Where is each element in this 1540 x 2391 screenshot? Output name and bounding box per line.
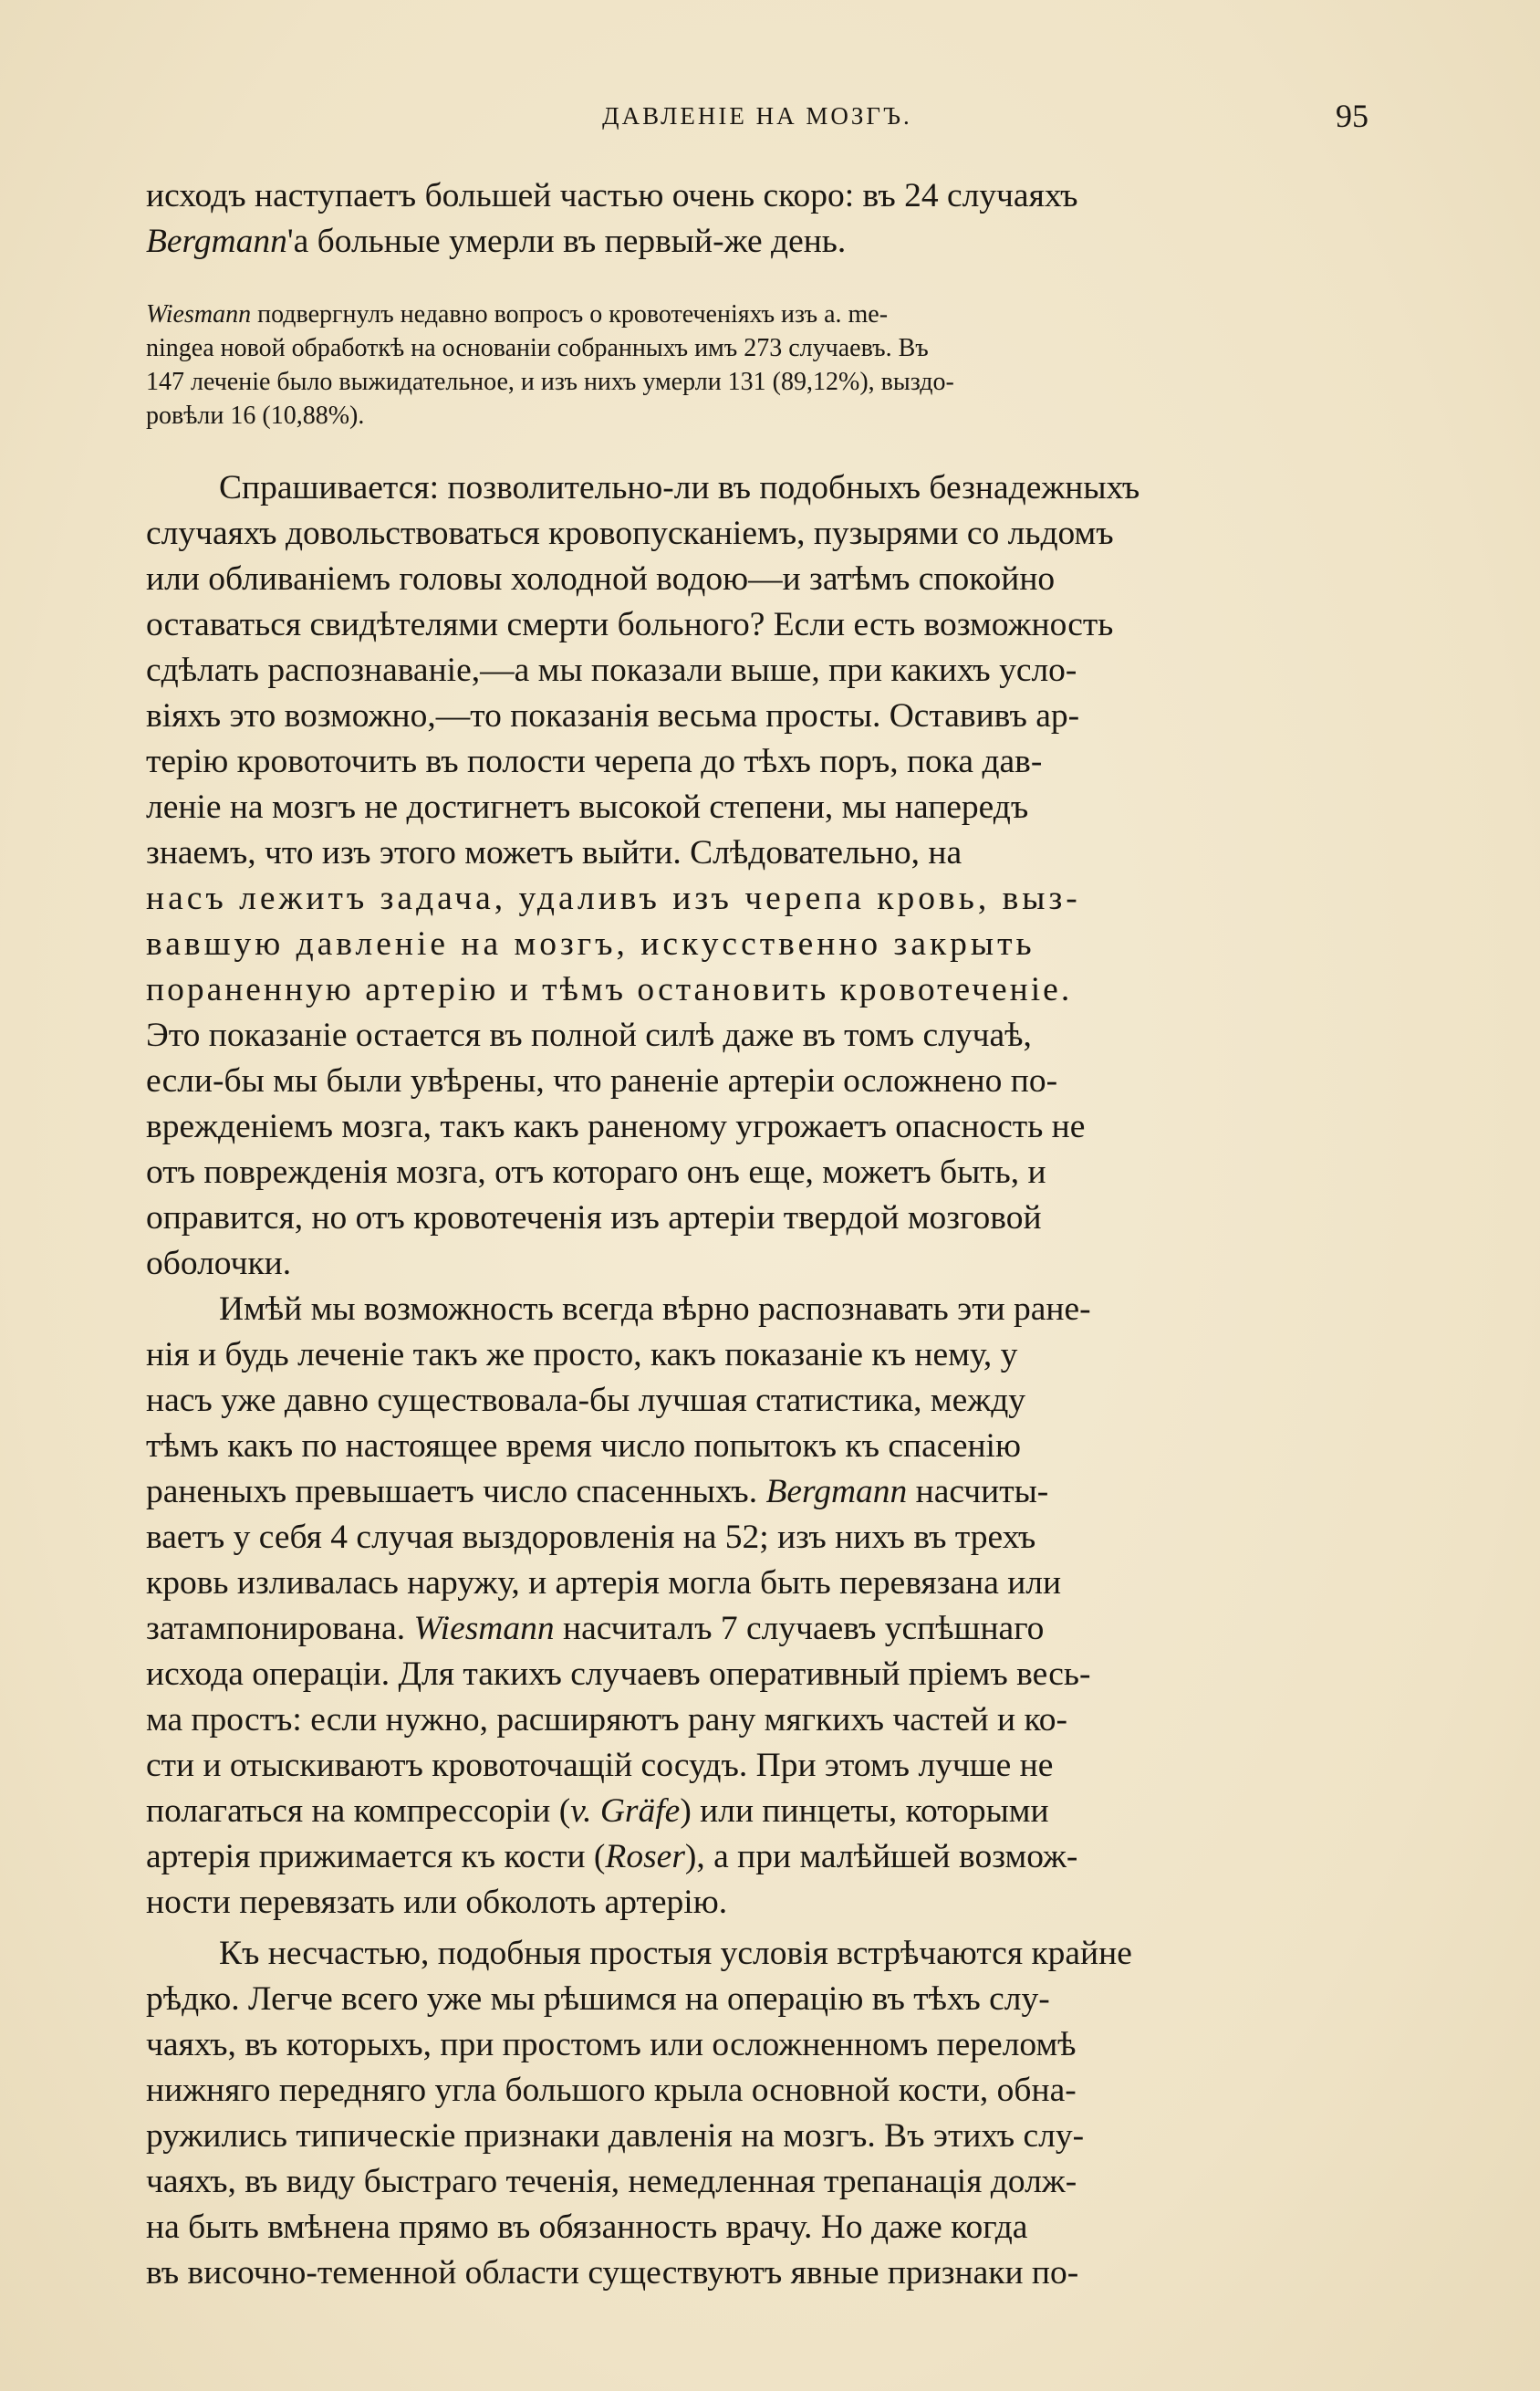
- footnote: [146, 298, 1365, 433]
- footnote-line: ровѣли 16 (10,88%).: [146, 402, 365, 430]
- text-line: пораненную артерію и тѣмъ остановить кровотеченіе.: [146, 971, 1073, 1008]
- text-line: леніе на мозгъ не достигнетъ высокой степени, мы напередъ: [146, 788, 1029, 826]
- text-line: Имѣй мы возможность всегда вѣрно распознавать эти ране-: [219, 1290, 1091, 1328]
- running-title: ДАВЛЕНІЕ НА МОЗГЪ.: [602, 102, 912, 130]
- text-line: врежденіемъ мозга, такъ какъ раненому угрожаетъ опасность не: [146, 1108, 1086, 1145]
- paragraph-body-3: [146, 1931, 1365, 2296]
- text-line: Къ несчастью, подобныя простыя условія встрѣчаются крайне: [219, 1935, 1132, 1972]
- text-line: оправится, но отъ кровотеченія изъ артеріи твердой мозговой: [146, 1199, 1042, 1237]
- footnote-line: Wiesmann подвергнулъ недавно вопросъ о кровотеченіяхъ изъ a. me-: [146, 300, 889, 329]
- text-line: Это показаніе остается въ полной силѣ даже въ томъ случаѣ,: [146, 1017, 1032, 1054]
- text-line: віяхъ это возможно,—то показанія весьма просты. Оставивъ ар-: [146, 697, 1080, 735]
- text-line: ности перевязать или обколоть артерію.: [146, 1884, 728, 1921]
- text-line: оставаться свидѣтелями смерти больного? Если есть возможность: [146, 606, 1114, 643]
- text-line: кровь изливалась наружу, и артерія могла быть перевязана или: [146, 1564, 1062, 1602]
- paragraph-body-2: [146, 1287, 1365, 1926]
- text-block: [146, 173, 1365, 2296]
- text-line: Bergmann'а больные умерли въ первый-же день.: [146, 223, 847, 260]
- text-line: исходъ наступаетъ большей частью очень скоро: въ 24 случаяхъ: [146, 177, 1078, 214]
- running-head: [146, 96, 1368, 136]
- text-line: чаяхъ, въ которыхъ, при простомъ или осложненномъ переломѣ: [146, 2026, 1077, 2063]
- text-line: отъ поврежденія мозга, отъ котораго онъ еще, можетъ быть, и: [146, 1154, 1046, 1191]
- text-line: тѣмъ какъ по настоящее время число попытокъ къ спасенію: [146, 1427, 1021, 1465]
- text-line: затампонирована. Wiesmann насчиталъ 7 случаевъ успѣшнаго: [146, 1610, 1045, 1647]
- paragraph-opening: [146, 173, 1365, 265]
- text-line: насъ лежитъ задача, удаливъ изъ черепа кровь, выз-: [146, 880, 1081, 917]
- text-line: или обливаніемъ головы холодной водою—и затѣмъ спокойно: [146, 560, 1056, 598]
- text-line: оболочки.: [146, 1245, 292, 1282]
- footnote-line: ningea новой обработкѣ на основаніи собранныхъ имъ 273 случаевъ. Въ: [146, 334, 929, 362]
- footnote-line: 147 леченіе было выжидательное, и изъ нихъ умерли 131 (89,12%), выздо-: [146, 368, 954, 396]
- text-line: раненыхъ превышаетъ число спасенныхъ. Bergmann насчиты-: [146, 1473, 1049, 1510]
- text-line: случаяхъ довольствоваться кровопусканіемъ, пузырями со льдомъ: [146, 515, 1114, 552]
- text-line: ружились типическіе признаки давленія на мозгъ. Въ этихъ слу-: [146, 2117, 1085, 2155]
- text-line: на быть вмѣнена прямо въ обязанность врачу. Но даже когда: [146, 2208, 1028, 2246]
- text-line: нижняго передняго угла большого крыла основной кости, обна-: [146, 2072, 1077, 2109]
- text-line: артерія прижимается къ кости (Roser), а при малѣйшей возмож-: [146, 1838, 1078, 1875]
- text-line: если-бы мы были увѣрены, что раненіе артеріи осложнено по-: [146, 1062, 1058, 1100]
- text-line: Спрашивается: позволительно-ли въ подобныхъ безнадежныхъ: [219, 469, 1140, 506]
- page-number: 95: [1336, 98, 1368, 134]
- text-line: сти и отыскиваютъ кровоточащій сосудъ. При этомъ лучше не: [146, 1747, 1054, 1784]
- text-line: сдѣлать распознаваніе,—а мы показали выше, при какихъ усло-: [146, 652, 1077, 689]
- text-line: знаемъ, что изъ этого можетъ выйти. Слѣдовательно, на: [146, 834, 962, 872]
- text-line: терію кровоточить въ полости черепа до тѣхъ поръ, пока дав-: [146, 743, 1043, 780]
- text-line: насъ уже давно существовала-бы лучшая статистика, между: [146, 1382, 1026, 1419]
- text-line: въ височно-теменной области существуютъ явные признаки по-: [146, 2254, 1079, 2292]
- text-line: ваетъ у себя 4 случая выздоровленія на 52; изъ нихъ въ трехъ: [146, 1519, 1036, 1556]
- text-line: нія и будь леченіе такъ же просто, какъ показаніе къ нему, у: [146, 1336, 1018, 1373]
- text-line: исхода операціи. Для такихъ случаевъ оперативный пріемъ весь-: [146, 1655, 1091, 1693]
- text-line: полагаться на компрессоріи (v. Gräfe) или пинцеты, которыми: [146, 1792, 1049, 1830]
- text-line: чаяхъ, въ виду быстраго теченія, немедленная трепанація долж-: [146, 2163, 1077, 2200]
- text-line: вавшую давленіе на мозгъ, искусственно закрыть: [146, 925, 1035, 963]
- paragraph-body-1: [146, 465, 1365, 1287]
- text-line: ма простъ: если нужно, расширяютъ рану мягкихъ частей и ко-: [146, 1701, 1067, 1738]
- text-line: рѣдко. Легче всего уже мы рѣшимся на операцію въ тѣхъ слу-: [146, 1980, 1050, 2018]
